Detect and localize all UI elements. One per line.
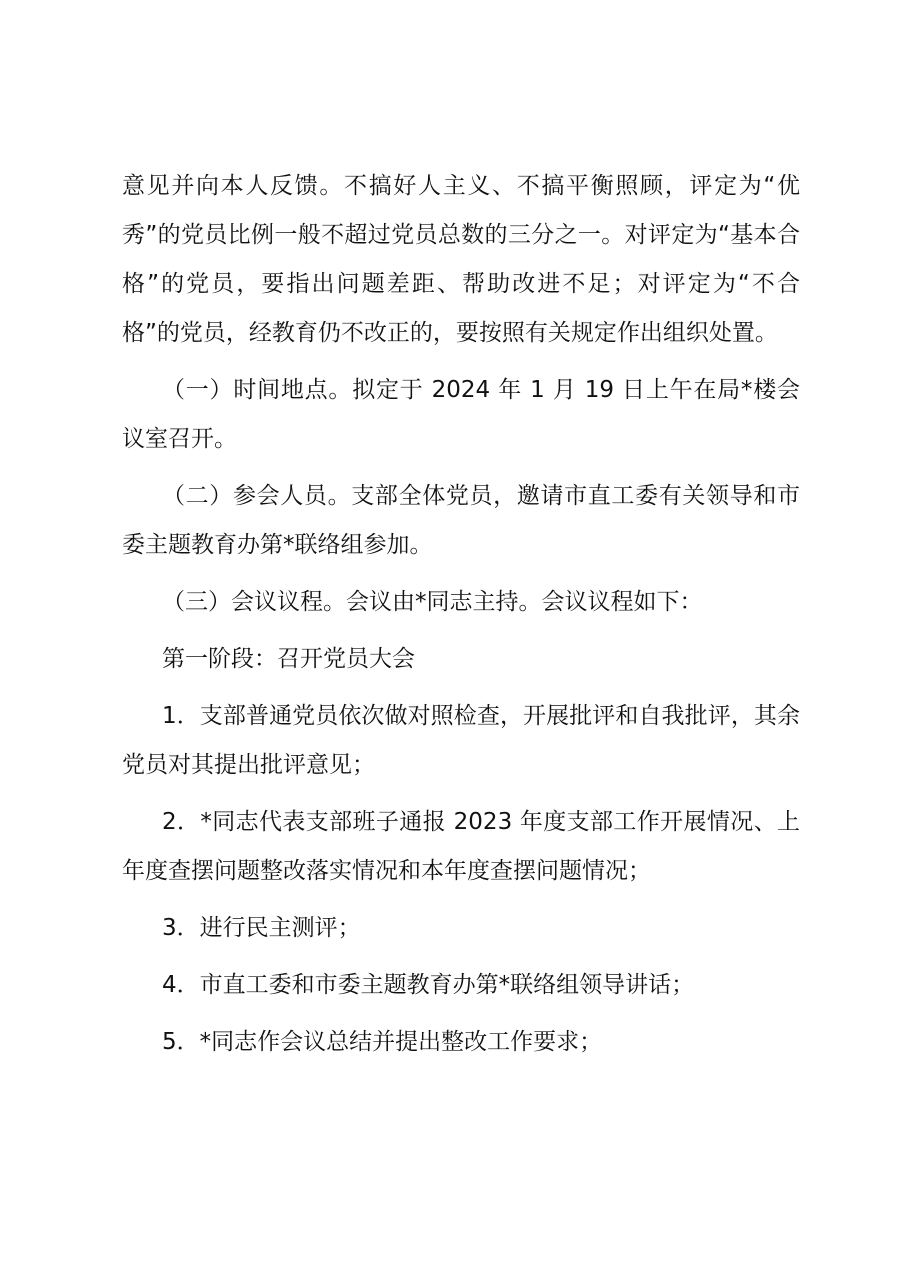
- agenda-item-3: 3．进行民主测评；: [162, 915, 361, 941]
- paragraph-time-location: （一）时间地点。拟定于 2024 年 1 月 19 日上午在局*楼会议室召开。: [122, 377, 800, 452]
- agenda-item-2: 2．*同志代表支部班子通报 2023 年度支部工作开展情况、上年度查摆问题整改落实情况和本年度查摆问题情况；: [122, 809, 800, 884]
- paragraph-stage-one-heading: 第一阶段：召开党员大会: [162, 646, 415, 672]
- paragraph-agenda-intro: （三）会议议程。会议由*同志主持。会议议程如下：: [162, 589, 703, 615]
- agenda-item-5: 5．*同志作会议总结并提出整改工作要求；: [162, 1029, 603, 1055]
- agenda-item-1: 1．支部普通党员依次做对照检查，开展批评和自我批评，其余党员对其提出批评意见；: [122, 703, 800, 778]
- document-body: [122, 162, 800, 1067]
- agenda-item-4: 4．市直工委和市委主题教育办第*联络组领导讲话；: [162, 972, 695, 998]
- paragraph-evaluation-continued: 意见并向本人反馈。不搞好人主义、不搞平衡照顾，评定为“优秀”的党员比例一般不超过党员总数的三分之一。对评定为“基本合格”的党员，要指出问题差距、帮助改进不足；对评定为“不合格”的党员，经教育仍不改正的，要按照有关规定作出组织处置。: [122, 173, 800, 346]
- paragraph-attendees: （二）参会人员。支部全体党员，邀请市直工委有关领导和市委主题教育办第*联络组参加。: [122, 483, 800, 558]
